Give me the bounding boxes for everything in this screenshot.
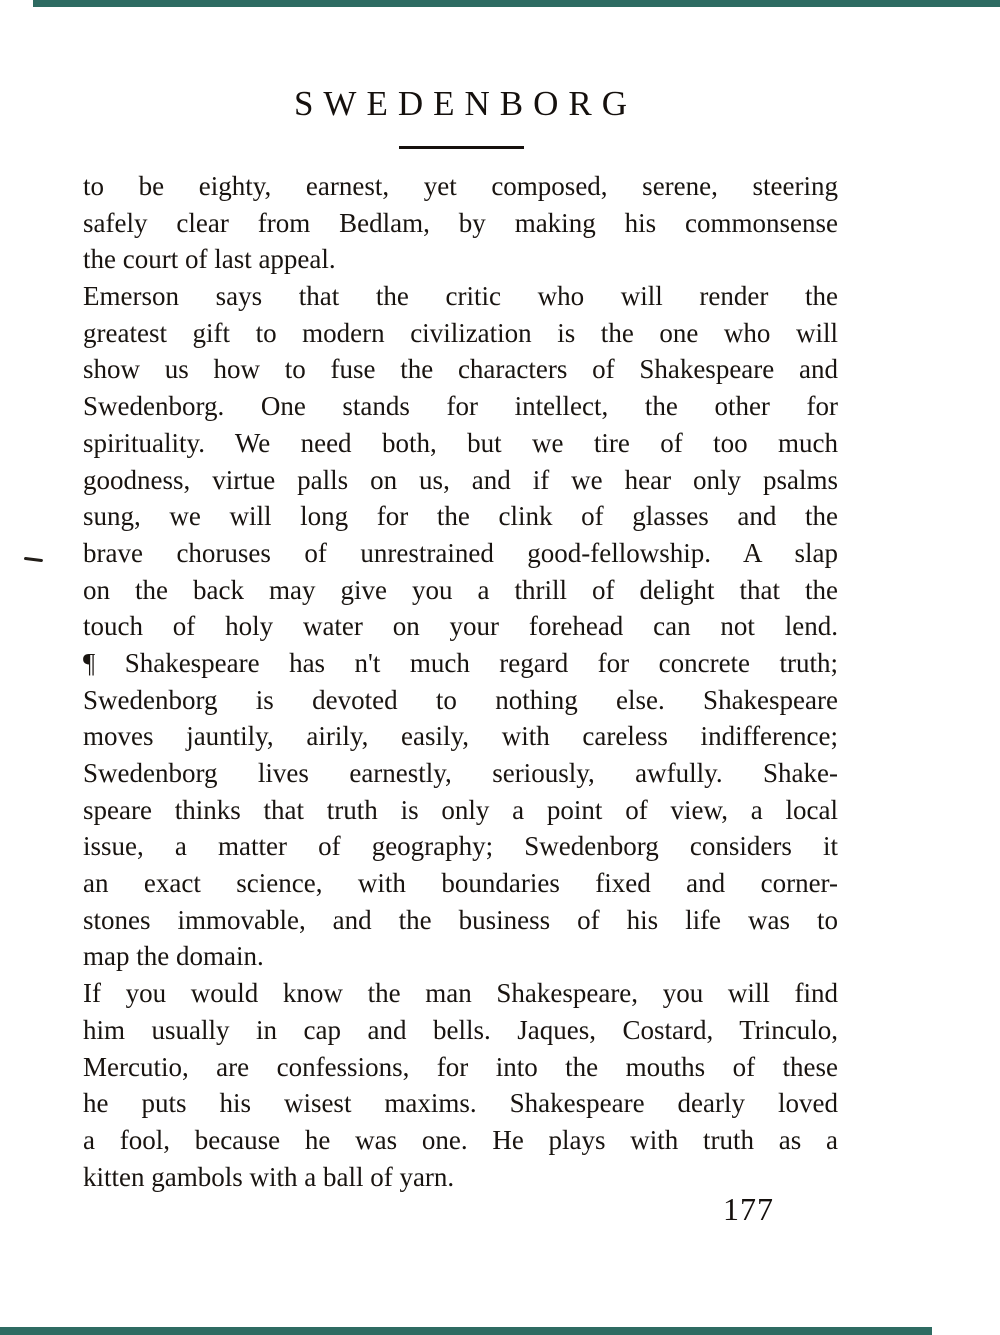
page-number: 177 [723, 1191, 774, 1227]
chapter-title: SWEDENBORG [293, 84, 638, 123]
text-line: the court of last appeal. [83, 244, 336, 275]
text-line: issue, a matter of geography; Swedenborg considers it [83, 831, 838, 862]
text-line: Mercutio, are confessions, for into the mouths of these [83, 1051, 838, 1082]
text-line: kitten gambols with a ball of yarn. [83, 1161, 455, 1192]
body-text [83, 168, 838, 1195]
text-line: him usually in cap and bells. Jaques, Costard, Trinculo, [83, 1014, 838, 1045]
text-line: Swedenborg lives earnestly, seriously, awfully. Shake- [83, 758, 838, 788]
text-line: moves jauntily, airily, easily, with careless indifference; [83, 721, 838, 752]
text-line: Emerson says that the critic who will render the [83, 281, 838, 312]
text-line: sung, we will long for the clink of glasses and the [83, 501, 838, 532]
text-line: touch of holy water on your forehead can not lend. [83, 611, 838, 642]
text-line: goodness, virtue palls on us, and if we hear only psalms [83, 464, 838, 495]
text-line-pilcrow: ¶ Shakespeare has n't much regard for concrete truth; [83, 647, 838, 678]
text-line: to be eighty, earnest, yet composed, serene, steering [83, 171, 838, 201]
text-line: spirituality. We need both, but we tire of too much [83, 427, 838, 458]
text-line: Swedenborg. One stands for intellect, the other for [83, 391, 838, 422]
text-line: show us how to fuse the characters of Shakespeare and [83, 354, 838, 385]
margin-scan-dash [24, 557, 43, 562]
text-line: stones immovable, and the business of his life was to [83, 904, 838, 935]
text-line: brave choruses of unrestrained good-fellowship. A slap [83, 537, 838, 568]
text-line: he puts his wisest maxims. Shakespeare dearly loved [83, 1088, 838, 1119]
text-line: speare thinks that truth is only a point of view, a local [83, 794, 838, 825]
text-column [83, 0, 838, 1335]
text-line: greatest gift to modern civilization is the one who will [83, 317, 838, 348]
text-line: on the back may give you a thrill of delight that the [83, 574, 838, 605]
text-line: If you would know the man Shakespeare, you will find [83, 978, 838, 1009]
text-line: safely clear from Bedlam, by making his commonsense [83, 207, 838, 238]
text-line: map the domain. [83, 941, 264, 972]
text-line: Swedenborg is devoted to nothing else. Shakespeare [83, 684, 838, 715]
text-line: a fool, because he was one. He plays with truth as a [83, 1124, 838, 1155]
title-rule-divider [399, 146, 524, 149]
text-line: an exact science, with boundaries fixed and corner- [83, 868, 838, 899]
